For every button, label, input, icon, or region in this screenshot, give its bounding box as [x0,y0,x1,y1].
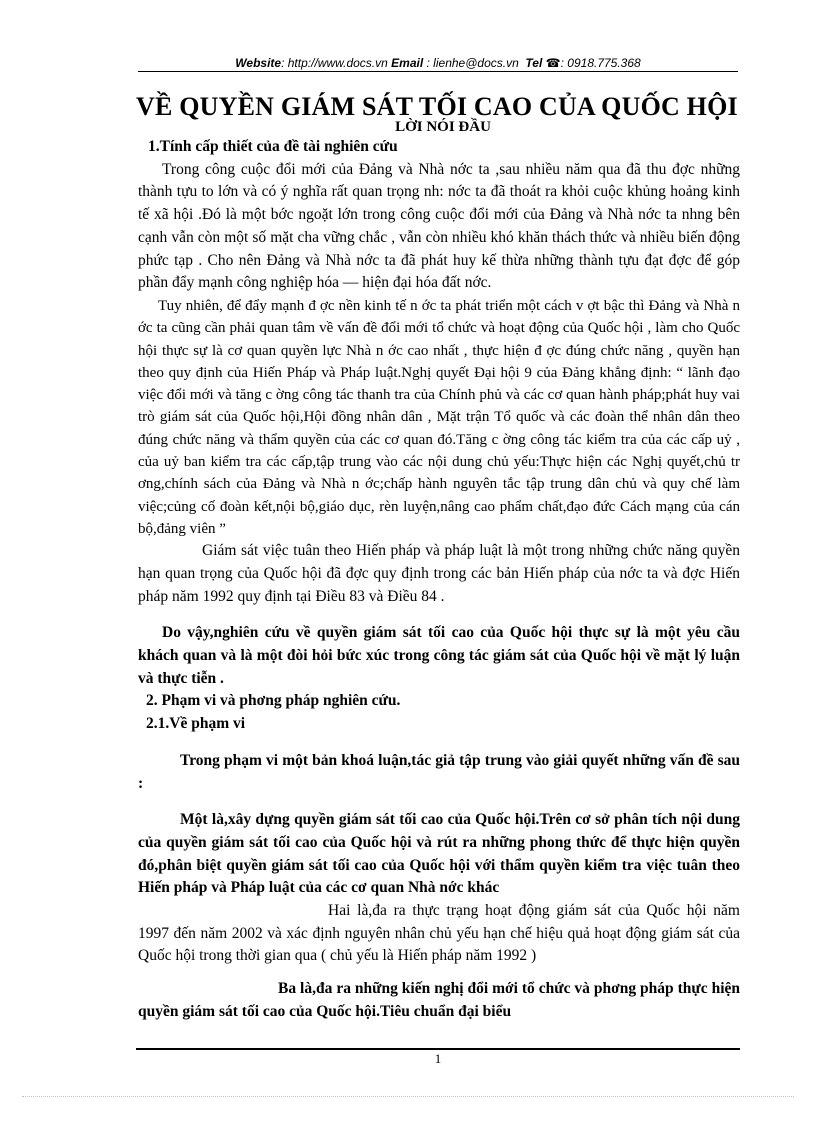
section-2-heading: 2. Phạm vi và phơng pháp nghiên cứu. [146,692,401,710]
paragraph-5: Trong phạm vi một bản khoá luận,tác giả tập trung vào giải quyết những vấn đề sau : [138,751,740,792]
tel-label: Tel [525,56,543,70]
page-header [138,55,738,72]
section-1-heading: 1.Tính cấp thiết của đề tài nghiên cứu [148,138,398,155]
footer-rule [136,1048,740,1050]
paragraph-4: Do vậy,nghiên cứu về quyền giám sát tối cao của Quốc hội thực sự là một yêu cầu khách quan và là một đòi hỏi bức xúc trong công tác giám sát của Quốc hội về mặt lý luận và thực tiễn . [138,624,740,687]
document-subtitle: LỜI NÓI ĐẦU [395,119,491,135]
paragraph-3: Giám sát việc tuân theo Hiến pháp và pháp luật là một trong những chức năng quyền hạn quan trọng của Quốc hội đã đợc quy định trong các bản Hiến pháp của nớc ta và đợc Hiến pháp năm 1992 quy định tại Điều 83 và Điều 84 . [138,542,740,605]
phone-icon: ☎ [545,56,561,70]
website-label: Website [235,56,282,70]
paragraph-6: Một là,xây dựng quyền giám sát tối cao của Quốc hội.Trên cơ sở phân tích nội dung của quyền giám sát tối cao của Quốc hội và rút ra những phong thức để thực hiện quyền đó,phân biệt quyền giám sát tối cao của Quốc hội với thẩm quyền kiểm tra việc tuân theo Hiến pháp và Pháp luật của các cơ quan Nhà nớc khác [138,811,740,897]
paragraph-7: Hai là,đa ra thực trạng hoạt động giám sát của Quốc hội năm 1997 đến năm 2002 và xác định nguyên nhân chủ yếu hạn chế hiệu quả hoạt động giám sát của Quốc hội trong thời gian qua ( chủ yếu là Hiến pháp năm 1992 ) [138,902,740,965]
email-value[interactable]: : lienhe@docs.vn [426,56,519,70]
website-value[interactable]: : http://www.docs.vn [281,56,388,70]
email-label: Email [391,56,424,70]
page-frame-bottom [22,1096,794,1097]
section-2-1-heading: 2.1.Về phạm vi [146,715,246,733]
paragraph-2: Tuy nhiên, để đẩy mạnh đ ợc nền kinh tế n ớc ta phát triển một cách v ợt bậc thì Đảng và Nhà n ớc ta cũng cần phải quan tâm về vấn đề đổi mới tổ chức và hoạt động của Quốc hội , làm cho Quốc hội thực sự là cơ quan quyền lực Nhà n ớc cao nhất , thực hiện đ ợc đúng chức năng , quyền hạn theo quy định của Hiến Pháp và Pháp luật.Nghị quyết Đại hội 9 của Đảng khẳng định: “ lãnh đạo việc đổi mới và tăng c ờng công tác thanh tra của Chính phủ và các cơ quan hành pháp;phát huy vai trò giám sát của Quốc hội,Hội đồng nhân dân , Mặt trận Tổ quốc và các đoàn thể nhân dân theo đúng chức năng và thẩm quyền của các cơ quan đó.Tăng c ờng công tác kiểm tra của các cấp uỷ , của uỷ ban kiểm tra các cấp,tập trung vào các nội dung chủ yếu:Thực hiện các Nghị quyết,chủ tr ơng,chính sách của Đảng và Nhà n ớc;chấp hành nguyên tắc tập trung dân chủ và quy chế làm việc;củng cố đoàn kết,nội bộ,giáo dục, rèn luyện,nâng cao phẩm chất,đạo đức Cách mạng của cán bộ,đảng viên ” [138,297,740,537]
document-body [138,136,740,1024]
page-number: 1 [434,1051,442,1066]
document-title: VỀ QUYỀN GIÁM SÁT TỐI CAO CỦA QUỐC HỘI [136,92,738,121]
tel-value: : 0918.775.368 [560,56,641,70]
paragraph-1: Trong công cuộc đổi mới của Đảng và Nhà nớc ta ,sau nhiều năm qua đã thu đợc những thành tựu to lớn và có ý nghĩa rất quan trọng nh: nớc ta đã thoát ra khỏi cuộc khủng hoảng kinh tế xã hội .Đó là một bớc ngoặt lớn trong công cuộc đổi mới của Đảng và Nhà nớc ta nhng bên cạnh vẫn còn một số mặt cha vững chắc , vẫn còn nhiều khó khăn thách thức và nhiều biến động phức tạp . Cho nên Đảng và Nhà nớc ta đã phát huy kế thừa những thành tựu đạt đợc để góp phần đẩy mạnh công nghiệp hóa — hiện đại hóa đất nớc. [138,160,740,292]
paragraph-8: Ba là,đa ra những kiến nghị đổi mới tổ chức và phơng pháp thực hiện quyền giám sát tối cao của Quốc hội.Tiêu chuẩn đại biểu [138,980,740,1020]
